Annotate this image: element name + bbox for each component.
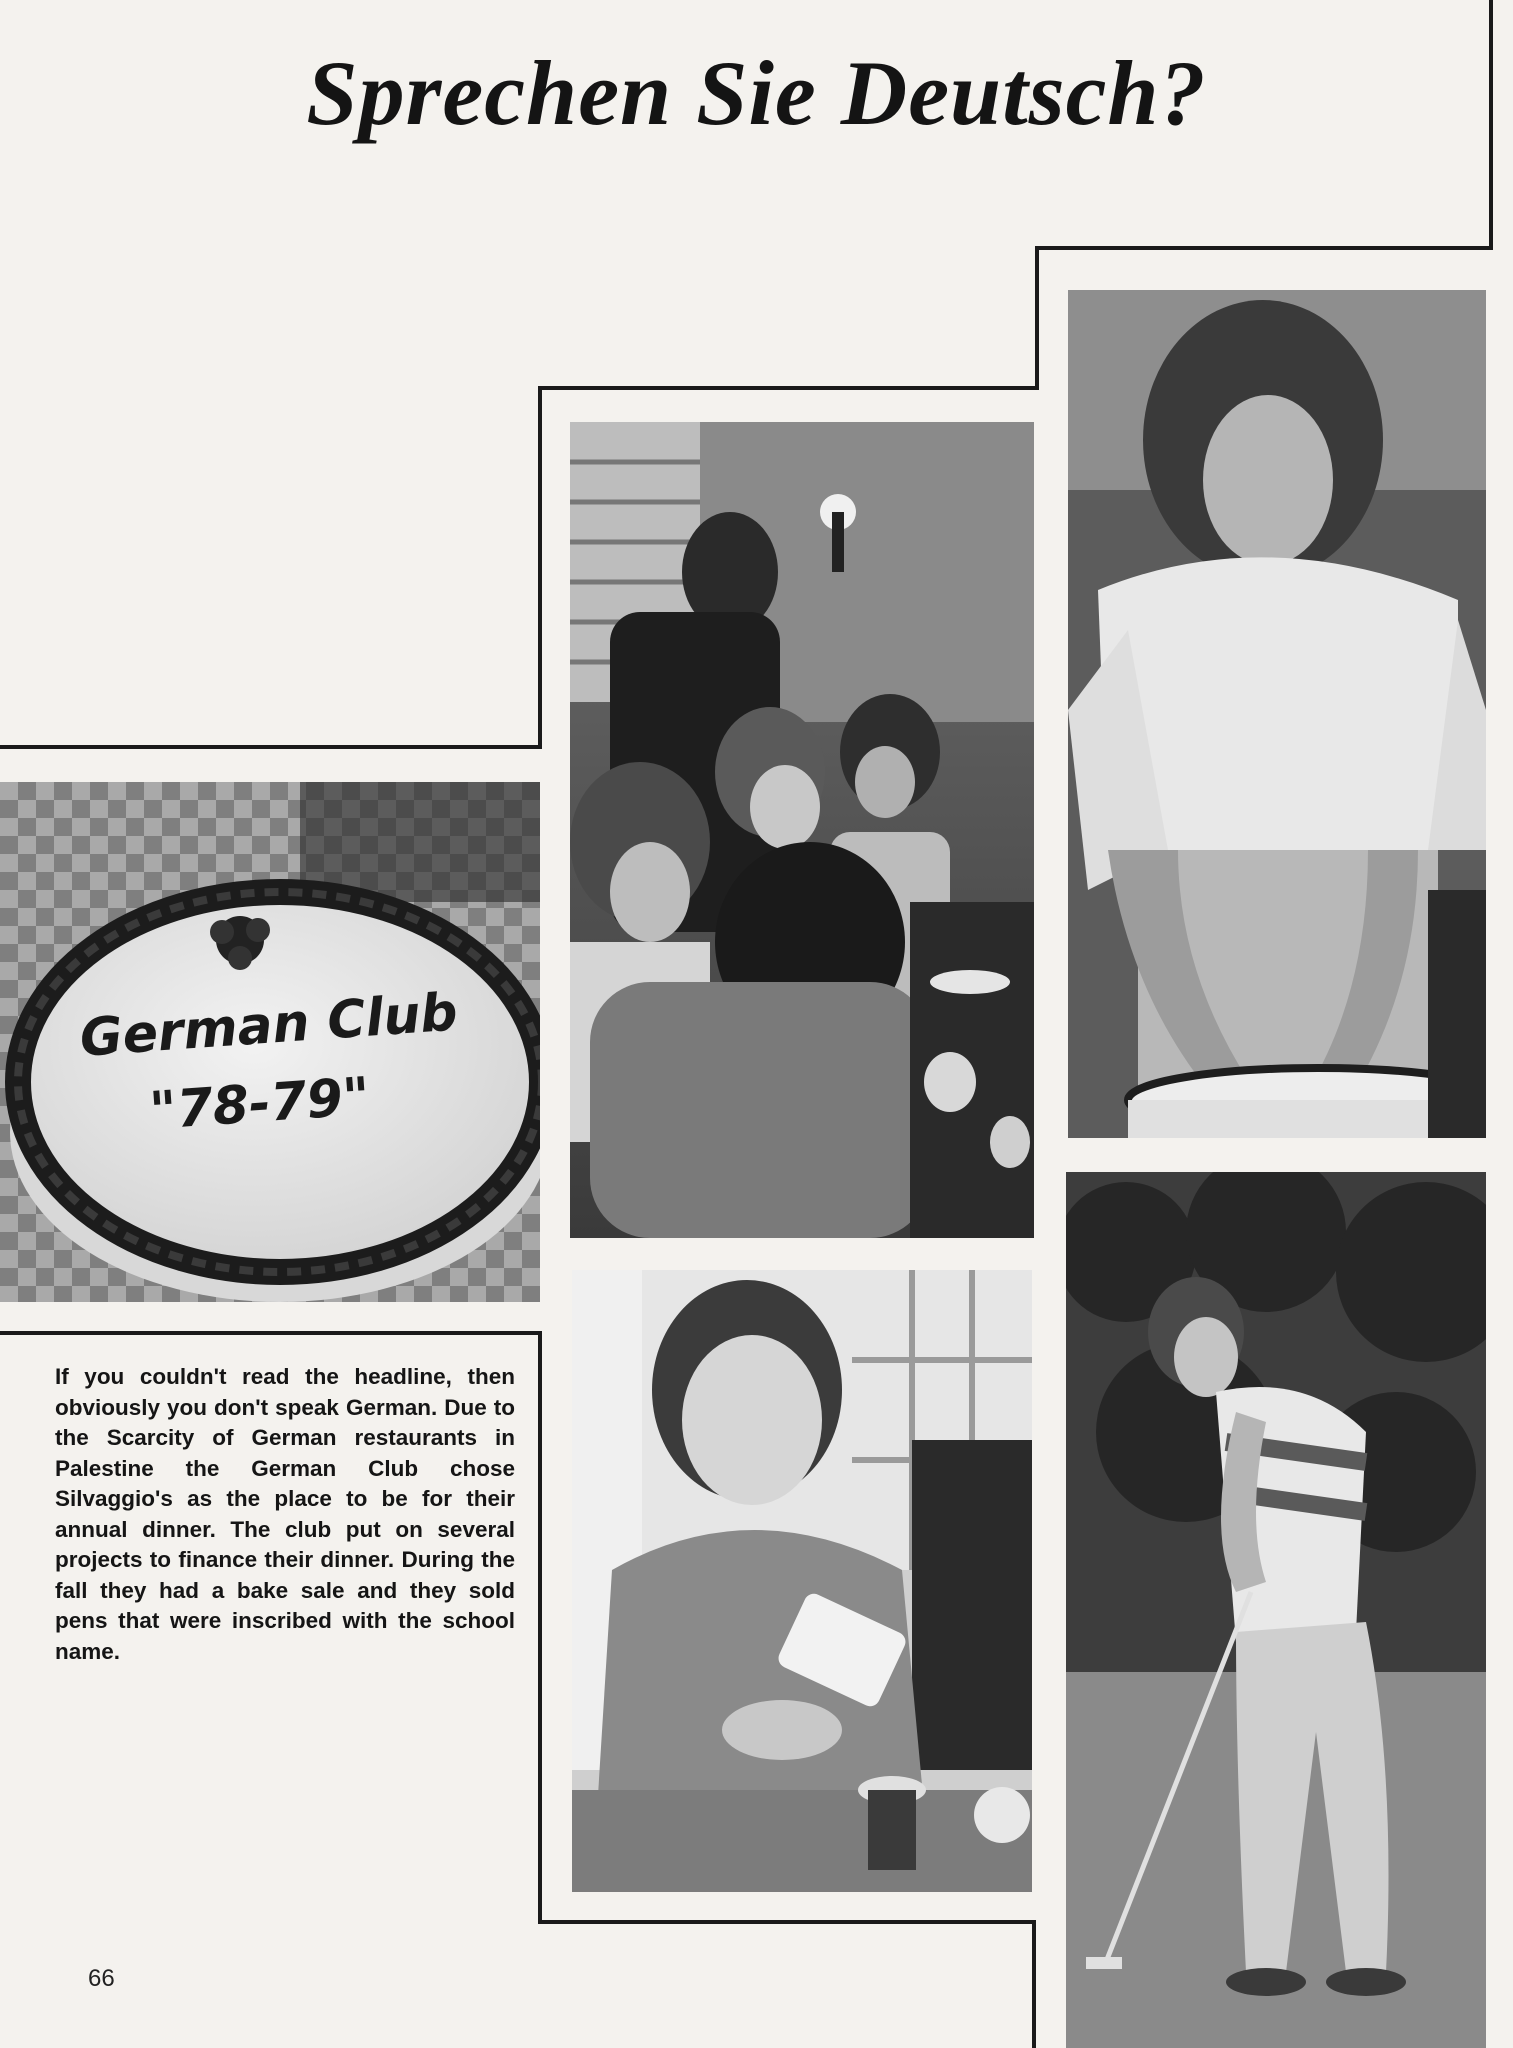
- frame-step-middle-vertical: [538, 386, 542, 748]
- frame-left-horizontal: [0, 745, 542, 749]
- frame-step-middle-horizontal: [540, 386, 1039, 390]
- photo-dinner-table: [570, 422, 1034, 1238]
- cake-inscription-line2: "78-79": [147, 1066, 372, 1142]
- frame-step-upper-vertical: [1035, 246, 1039, 388]
- frame-caption-top: [0, 1331, 542, 1335]
- page-headline: Sprechen Sie Deutsch?: [306, 42, 1207, 144]
- page-number: 66: [88, 1965, 115, 1992]
- photo-woman-laughing: [572, 1270, 1032, 1892]
- cake-inscription-line1: German Club: [77, 982, 460, 1069]
- caption-text: If you couldn't read the headline, then obviously you don't speak German. Due to the Scarcity of German restaurants in Palestine the German Club chose Silvaggio's as the place to be for their annual dinner. The club put on several projects to finance their dinner. During the fall they had a bake sale and they sold pens that were inscribed with the school name.: [55, 1364, 515, 1664]
- photo-golfer: [1066, 1172, 1486, 2048]
- frame-caption-right: [538, 1331, 542, 1923]
- frame-step-upper-horizontal: [1037, 246, 1493, 250]
- frame-bottom-vertical: [1032, 1920, 1036, 2048]
- photo-cake: [0, 782, 540, 1302]
- frame-bottom-horizontal: [538, 1920, 1036, 1924]
- photo-girl-cutting-cake: [1068, 290, 1486, 1138]
